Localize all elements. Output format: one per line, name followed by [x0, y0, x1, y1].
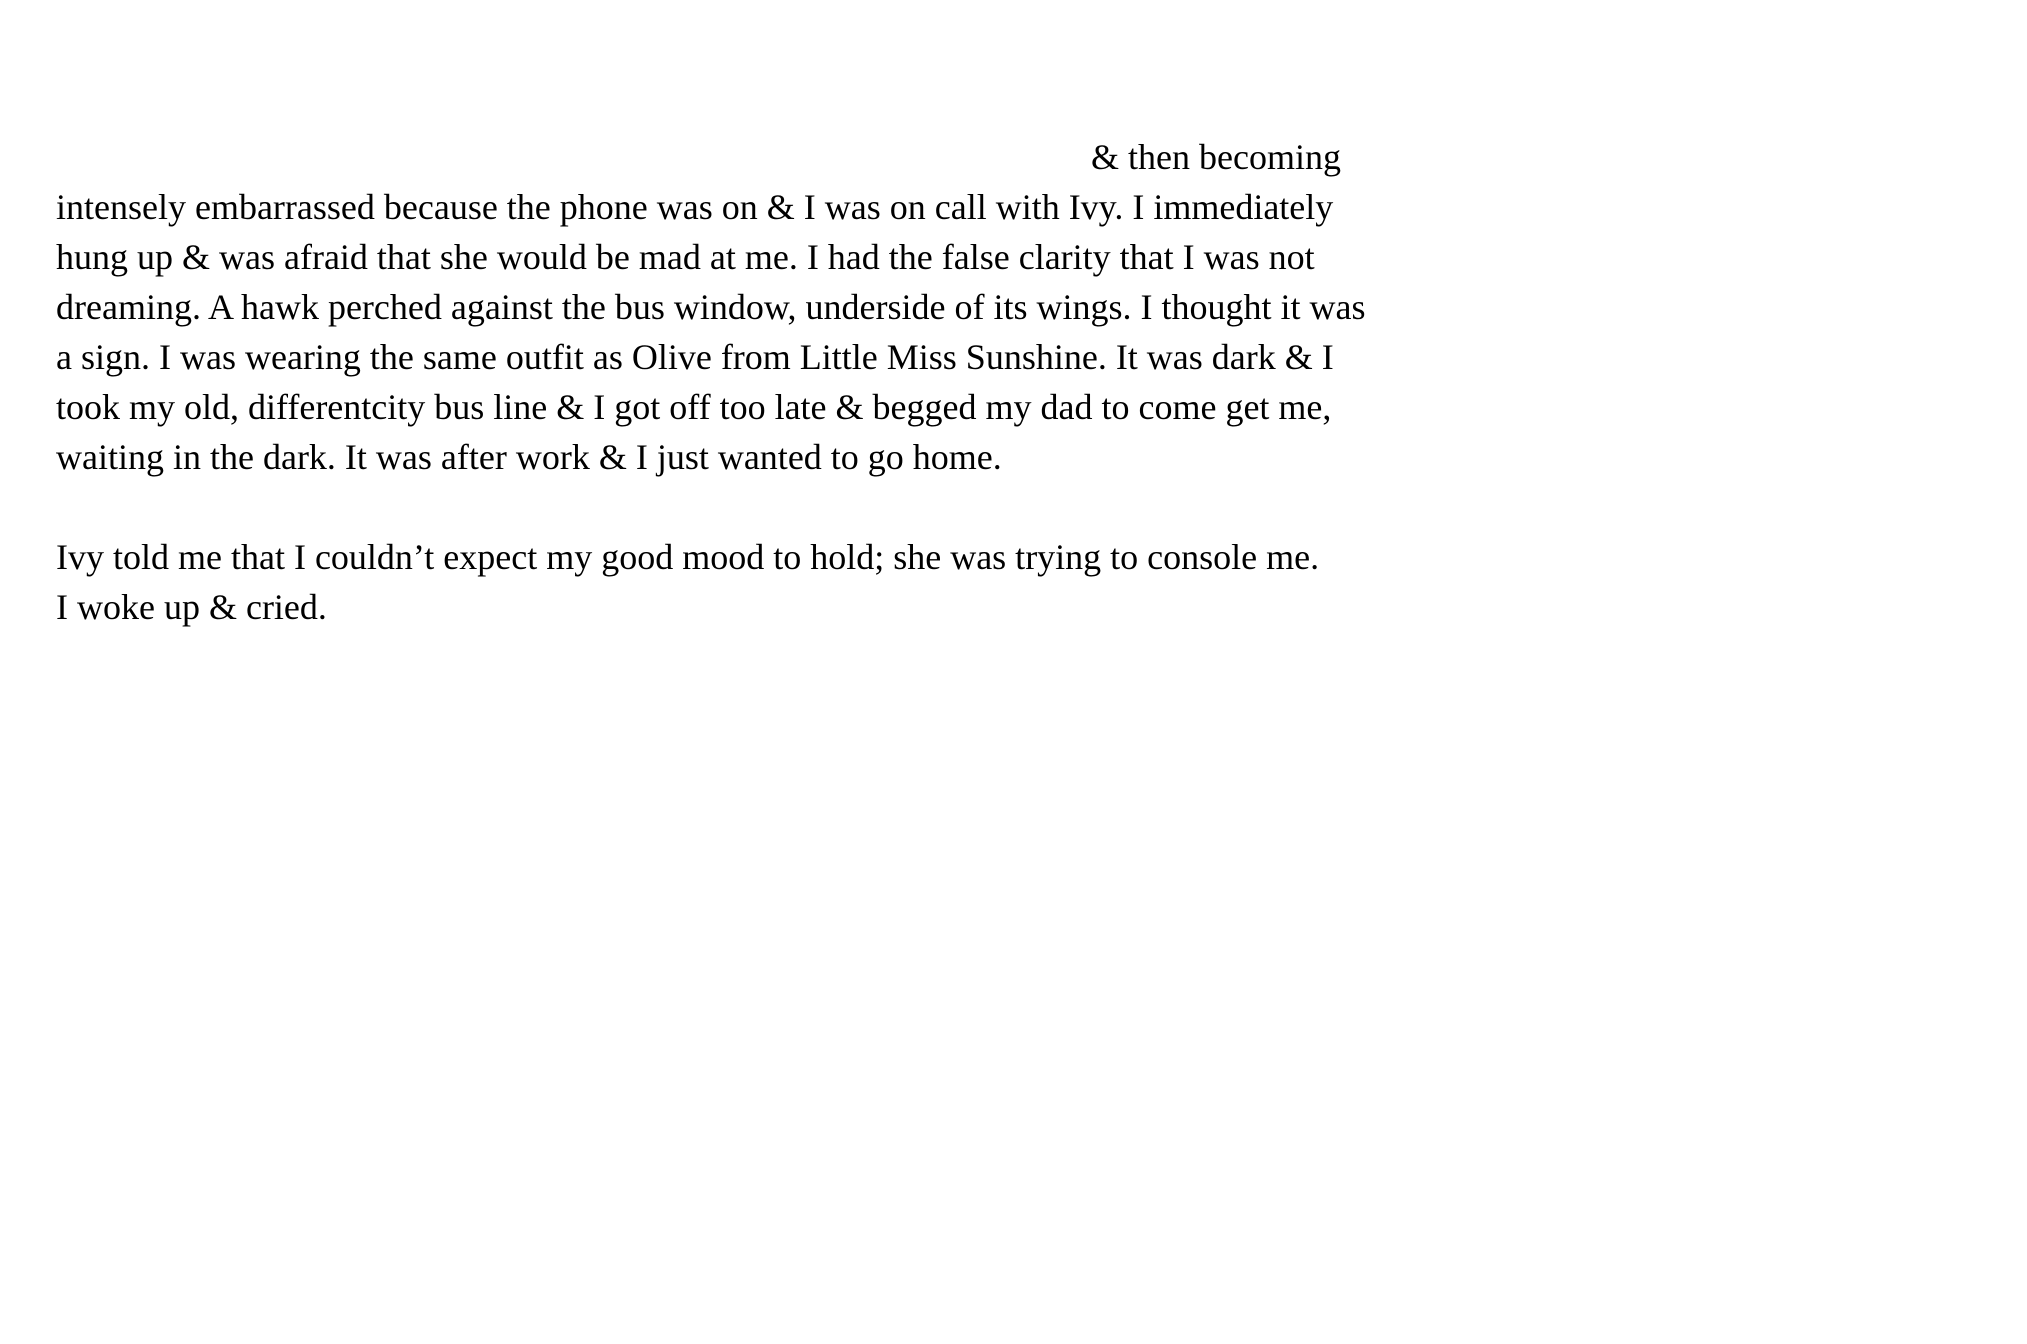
text-line: intensely embarrassed because the phone was on & I was on call with Ivy. I immediately: [56, 187, 1334, 227]
text-line: & then becoming: [1091, 137, 1341, 177]
document-body: [56, 132, 1556, 632]
text-line: hung up & was afraid that she would be mad at me. I had the false clarity that I was not: [56, 237, 1315, 277]
paragraph-gap: [56, 482, 1556, 532]
text-line: waiting in the dark. It was after work & I just wanted to go home.: [56, 437, 1002, 477]
text-line: a sign. I was wearing the same outfit as Olive from Little Miss Sunshine. It was dark & I: [56, 337, 1334, 377]
paragraph-2: [56, 532, 1556, 632]
text-line: Ivy told me that I couldn’t expect my good mood to hold; she was trying to console me.: [56, 537, 1320, 577]
text-line: took my old, differentcity bus line & I got off too late & begged my dad to come get me,: [56, 387, 1332, 427]
text-line: dreaming. A hawk perched against the bus window, underside of its wings. I thought it was: [56, 287, 1366, 327]
text-line: I woke up & cried.: [56, 587, 327, 627]
paragraph-1: [56, 132, 1556, 482]
